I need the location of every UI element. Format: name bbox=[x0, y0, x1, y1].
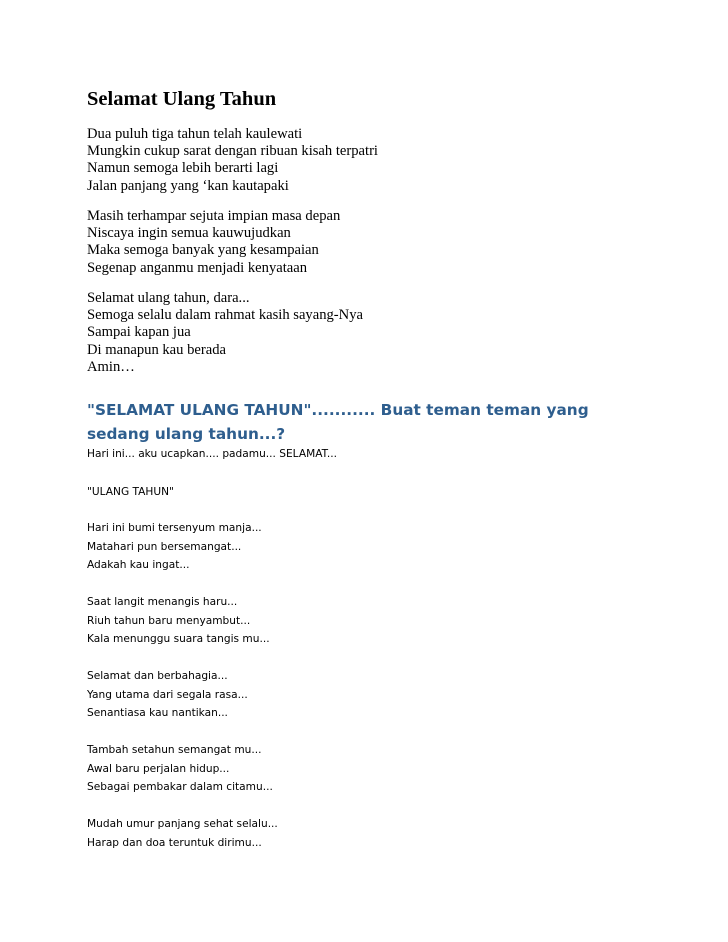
post-line: Awal baru perjalan hidup... bbox=[87, 762, 230, 775]
post-line: Riuh tahun baru menyambut... bbox=[87, 614, 251, 627]
post-stanza-4 bbox=[87, 741, 273, 797]
post-line: Sebagai pembakar dalam citamu... bbox=[87, 781, 273, 794]
poem-line: Namun semoga lebih berarti lagi bbox=[87, 160, 279, 177]
poem-line: Masih terhampar sejuta impian masa depan bbox=[87, 208, 341, 224]
post-stanza-5 bbox=[87, 815, 278, 852]
poem-line: Segenap anganmu menjadi kenyataan bbox=[87, 259, 308, 276]
post-line: Adakah kau ingat... bbox=[87, 559, 190, 572]
post-line: Selamat dan berbahagia... bbox=[87, 670, 228, 682]
post-heading: "SELAMAT ULANG TAHUN"........... Buat teman teman yang sedang ulang tahun...? bbox=[87, 401, 589, 443]
poem-line: Dua puluh tiga tahun telah kaulewati bbox=[87, 126, 303, 142]
post-intro: Hari ini... aku ucapkan.... padamu... SELAMAT... bbox=[87, 448, 337, 460]
poem-stanza-2 bbox=[87, 208, 340, 277]
poem-line: Maka semoga banyak yang kesampaian bbox=[87, 242, 319, 259]
poem-stanza-1 bbox=[87, 126, 378, 195]
post-line: Tambah setahun semangat mu... bbox=[87, 744, 262, 756]
poem-line: Amin… bbox=[87, 358, 135, 375]
post-stanza-1 bbox=[87, 519, 262, 575]
poem-line: Selamat ulang tahun, dara... bbox=[87, 290, 250, 306]
poem-line: Niscaya ingin semua kauwujudkan bbox=[87, 225, 291, 242]
post-line: Kala menunggu suara tangis mu... bbox=[87, 633, 270, 646]
poem-line: Mungkin cukup sarat dengan ribuan kisah terpatri bbox=[87, 143, 378, 160]
poem-line: Di manapun kau berada bbox=[87, 341, 226, 358]
post-line: Saat langit menangis haru... bbox=[87, 596, 238, 608]
post-stanza-3 bbox=[87, 667, 248, 723]
post-subtitle: "ULANG TAHUN" bbox=[87, 486, 174, 498]
poem-stanza-3 bbox=[87, 290, 363, 376]
post-line: Harap dan doa teruntuk dirimu... bbox=[87, 836, 262, 849]
poem-line: Sampai kapan jua bbox=[87, 324, 191, 341]
post-stanza-2 bbox=[87, 593, 270, 649]
post-line: Hari ini bumi tersenyum manja... bbox=[87, 522, 262, 534]
post-line: Mudah umur panjang sehat selalu... bbox=[87, 818, 278, 830]
post-line: Matahari pun bersemangat... bbox=[87, 540, 242, 553]
post-line: Senantiasa kau nantikan... bbox=[87, 707, 228, 720]
poem-line: Semoga selalu dalam rahmat kasih sayang-Nya bbox=[87, 307, 363, 324]
post-line: Yang utama dari segala rasa... bbox=[87, 688, 248, 701]
poem-title: Selamat Ulang Tahun bbox=[87, 88, 277, 110]
poem-line: Jalan panjang yang ‘kan kautapaki bbox=[87, 177, 289, 194]
